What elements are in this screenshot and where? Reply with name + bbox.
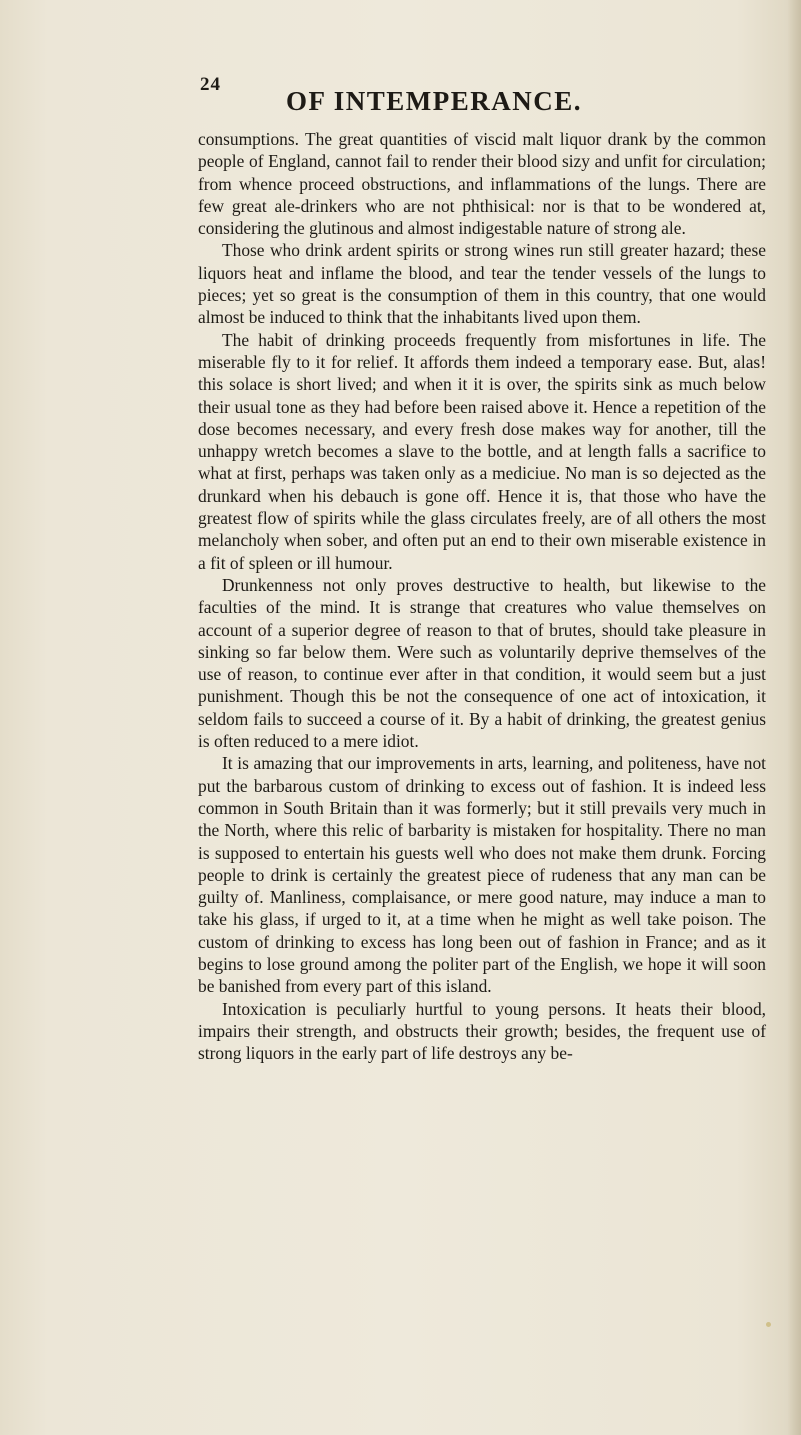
paragraph-drunkenness-mind: Drunkenness not only proves destructive to health, but likewise to the faculties of the mind. It is strange that creatures who value themselves on account of a superior degree of reason to that of brutes, should take pleasure in sinking so far below them. Were such as voluntarily deprive themselves of the use of reason, to continue ever after in that condition, it would seem but a just punishment. Though this be not the consequence of one act of intoxication, it seldom fails to succeed a course of it. By a habit of drinking, the greatest genius is often reduced to a mere idiot. (198, 574, 766, 752)
paragraph-habit-of-drinking: The habit of drinking proceeds frequently from misfortunes in life. The miserable fly to it for relief. It affords them indeed a temporary ease. But, alas! this solace is short lived; and when it it is over, the spirits sink as much below their usual tone as they had before been raised above it. Hence a repetition of the dose becomes necessary, and every fresh dose makes way for another, till the unhappy wretch becomes a slave to the bottle, and at length falls a sacrifice to what at first, perhaps was taken only as a mediciue. No man is so dejected as the drunkard when his debauch is gone off. Hence it is, that those who have the greatest flow of spirits while the glass circulates freely, are of all others the most melancholy when sober, and often put an end to their own miserable existence in a fit of spleen or ill humour. (198, 329, 766, 573)
paragraph-young-persons: Intoxication is peculiarly hurtful to young persons. It heats their blood, impairs their strength, and obstructs their growth; besides, the frequent use of strong liquors in the early part of life destroys any be- (198, 998, 766, 1064)
page-edge-shadow (787, 0, 801, 1435)
paragraph-custom-of-drinking: It is amazing that our improvements in arts, learning, and politeness, have not put the barbarous custom of drinking to excess out of fashion. It is indeed less common in South Britain than it was formerly; but it still prevails very much in the North, where this relic of barbarity is mistaken for hospitality. There no man is supposed to entertain his guests well who does not make them drunk. Forcing people to drink is certainly the greatest piece of rudeness that any man can be guilty of. Manliness, complaisance, or mere good nature, may induce a man to take his glass, if urged to it, at a time when he might as well take poison. The custom of drinking to excess has long been out of fashion in France; and as it begins to lose ground among the politer part of the English, we hope it will soon be banished from every part of this island. (198, 753, 766, 997)
paragraph-ardent-spirits: Those who drink ardent spirits or strong wines run still greater hazard; these liquors heat and inflame the blood, and tear the tender vessels of the lungs to pieces; yet so great is the consumption of them in this country, that one would almost be induced to think that the inhabitants lived upon them. (198, 240, 766, 328)
body-text (198, 128, 766, 1064)
paragraph-consumptions: consumptions. The great quantities of viscid malt liquor drank by the common people of England, cannot fail to render their blood sizy and unfit for circulation; from whence proceed obstructions, and inflammations of the lungs. There are few great ale-drinkers who are not phthisical: nor is that to be wondered at, considering the glutinous and almost indigestable nature of strong ale. (198, 129, 766, 239)
running-title: OF INTEMPERANCE. (286, 86, 583, 116)
page-number: 24 (200, 74, 221, 95)
ink-spot (766, 1322, 771, 1327)
